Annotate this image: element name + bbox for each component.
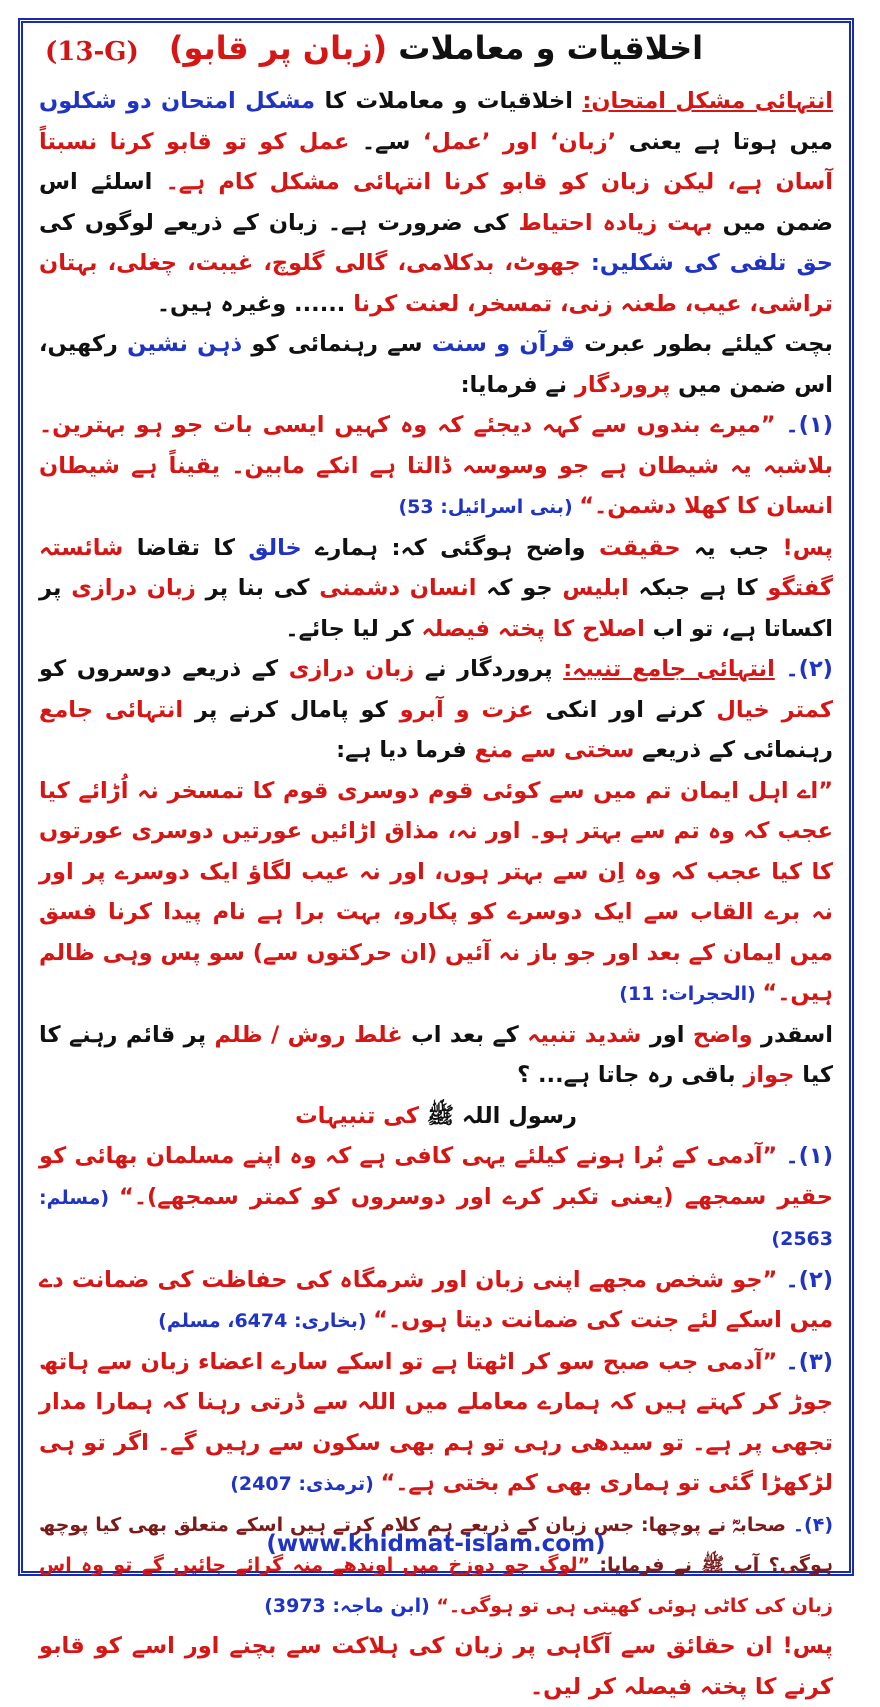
text-run: زبان درازی [288, 656, 415, 682]
text-run: انتہائی جامع [39, 696, 184, 723]
text-run: سختی سے منع [474, 737, 635, 763]
article-body [39, 81, 833, 1707]
text-run: پر قائم رہنے کا کیا [39, 1021, 833, 1088]
text-run: سے۔ [349, 128, 423, 155]
text-run: (بنی اسرائیل: 53) [398, 496, 580, 518]
hadith-reference: (ابن ماجہ: 3973) [264, 1594, 437, 1617]
page-code: (13-G) [45, 37, 139, 67]
text-run: رہنمائی کے ذریعے [634, 737, 833, 763]
hadith-heading-main: رسول اللہ ﷺ [426, 1102, 577, 1129]
page-title [23, 29, 849, 67]
hadith-number: (۱)۔ [777, 1143, 833, 1169]
text-run: شدید تنبیہ [527, 1021, 642, 1048]
text-run: ابلیس [562, 575, 629, 601]
text-run: ”اے اہل ایمان تم میں سے کوئی قوم دوسری قوم کا تمسخر نہ اُڑائے کیا عجب کہ وہ تم سے بہتر ہو۔ اور نہ، مذاق اڑائیں عورتیں دوسری عورتوں کا کیا عجب کہ وہ اِن سے بہتر ہوں، اور نہ عیب لگاؤ ایک دوسرے پر اور نہ برے القاب سے ایک دوسرے کو پکارو، بہت برا ہے نام پیدا کرنا فسق میں ایمان کے بعد اور جو باز نہ آئیں (ان حرکتوں سے) سو پس وہی ظالم ہیں۔“ [39, 777, 833, 1006]
text-run: بچت کیلئے بطور عبرت [575, 331, 833, 357]
text-run: زبان درازی [71, 575, 196, 601]
text-run: واضح ہوگئی کہ: ہمارے [301, 534, 599, 561]
text-run: کرنے اور انکی [533, 696, 717, 723]
hadith-number: (۳)۔ [777, 1348, 833, 1375]
text-run: فرما دیا ہے: [336, 737, 475, 763]
text-run: کے ذریعے دوسروں کو [39, 656, 289, 682]
section-guidance [39, 324, 833, 405]
hadith-question: صحابہؓ نے پوچھا: جس زبان کے ذریعے ہم کلام کرتے ہیں اسکے متعلق بھی کیا پوچھ ہوگی؟ آپ ﷺ نے فرمایا: [39, 1513, 833, 1576]
text-run: اصلاح کا پختہ فیصلہ [421, 615, 645, 642]
text-run: شائستہ گفتگو [39, 534, 833, 601]
hadith-3 [39, 1342, 833, 1505]
text-run: اخلاقیات و معاملات کا [315, 88, 583, 114]
text-run: جب یہ [680, 534, 770, 561]
hadith-reference: (بخاری: 6474، مسلم) [158, 1310, 374, 1332]
page-frame [18, 18, 854, 1700]
text-run: اور [641, 1021, 693, 1048]
hadith-number: (۴)۔ [786, 1513, 833, 1536]
hadith-text: ”لوگ جو دوزخ میں اوندھے منہ گرائے جائیں گے تو وہ اس زبان کی کاٹی ہوئی کھیتی ہی تو ہوگی۔“ [39, 1554, 833, 1617]
text-run: رکھیں، اس ضمن میں [39, 331, 833, 398]
closing-text: پس! ان حقائق سے آگاہی پر زبان کی ہلاکت سے بچنے اور اسے کو قابو کرنے کا پختہ فیصلہ کر لیں۔ [39, 1633, 833, 1700]
text-run: سے رہنمائی کو [242, 331, 432, 357]
text-run: اسلئے اس ضمن میں [39, 169, 833, 236]
text-run: انتہائی جامع تنبیہ: [563, 656, 775, 682]
text-run: میں ہوتا ہے یعنی [616, 128, 833, 155]
verse-2-text [39, 771, 833, 1015]
hadith-4 [39, 1505, 833, 1627]
text-run: زبان کے ذریعے لوگوں کی [39, 209, 318, 236]
verse-2-intro [39, 649, 833, 771]
text-run: کا تقاضا [123, 534, 249, 561]
text-run: انتہائی مشکل امتحان: [582, 88, 833, 114]
text-run: جو کہ [476, 575, 563, 601]
text-run: جھوٹ، بدکلامی، گالی گلوچ، غیبت، چغلی، بہتان تراشی، عیب، طعنہ زنی، تمسخر، لعنت کرنا [39, 250, 833, 317]
section-intro [39, 81, 833, 324]
text-run: نے فرمایا: [460, 371, 575, 398]
hadith-2 [39, 1260, 833, 1342]
text-run: کر لیا جائے۔ [285, 615, 422, 642]
closing-line [39, 1626, 833, 1707]
text-run: کے بعد اب [402, 1021, 528, 1048]
hadith-heading [39, 1096, 833, 1137]
text-run: کی بنا پر [195, 575, 320, 601]
text-run: قرآن و سنت [431, 331, 576, 357]
text-run: پروردگار نے [414, 656, 564, 682]
text-run: اسقدر [752, 1021, 833, 1048]
text-run: بہت زیادہ احتیاط [518, 209, 713, 236]
text-run: ...... وغیرہ ہیں۔ [156, 290, 354, 317]
text-run: واضح [692, 1021, 753, 1048]
text-run: کو پامال کرنے پر [183, 696, 400, 723]
title-sub: (زبان پر قابو) [168, 29, 388, 67]
hadith-reference: (ترمذی: 2407) [230, 1473, 381, 1495]
section-conclusion-2 [39, 1015, 833, 1096]
text-run: (۲)۔ [774, 656, 833, 682]
hadith-text: ”آدمی جب صبح سو کر اٹھتا ہے تو اسکے سارے اعضاء زبان سے ہاتھ جوڑ کر کہتے ہیں کہ ہمارے معاملے میں اللہ سے ڈرتی رہنا کہ ہمارا مدار تجھی پر ہے۔ تو سیدھی رہی تو ہم بھی سکون سے رہیں گے۔ اگر تو ہی لڑکھڑا گئی تو ہماری بھی کم بختی ہے۔“ [39, 1348, 833, 1496]
text-run: خالق [248, 534, 302, 561]
text-run: مشکل امتحان دو شکلوں [39, 88, 316, 114]
text-run: عمل کو تو قابو کرنا نسبتاً آسان ہے، لیکن زبان کو قابو کرنا انتہائی مشکل کام ہے۔ [39, 128, 834, 195]
text-run: پر اکساتا ہے، تو اب [39, 575, 833, 642]
text-run: حقیقت [598, 534, 681, 561]
text-run: جواز [743, 1062, 795, 1088]
text-run: ’زبان‘ اور ’عمل‘ [422, 128, 617, 155]
text-run: انسان دشمنی [319, 575, 477, 601]
hadith-number: (۲)۔ [777, 1266, 833, 1293]
text-run: کا ہے جبکہ [628, 575, 768, 601]
title-main: اخلاقیات و معاملات [398, 29, 704, 67]
text-run: ذہن نشین [127, 331, 243, 357]
hadith-1 [39, 1136, 833, 1260]
text-run: (الحجرات: 11) [619, 983, 763, 1005]
text-run: ”میرے بندوں سے کہہ دیجئے کہ وہ کہیں ایسی بات جو ہو بہترین۔ بلاشبہ یہ شیطان ہے جو وسوسہ ڈالتا ہے انکے مابین۔ یقیناً ہے شیطان انسان کا کھلا دشمن۔“ [39, 412, 833, 519]
text-run: پروردگار [574, 371, 671, 398]
hadith-heading-sub: کی تنبیہات [295, 1102, 419, 1129]
text-run: کی ضرورت ہے۔ [317, 209, 519, 236]
text-run: (۱)۔ [775, 412, 833, 438]
text-run: حق تلفی کی شکلیں: [590, 250, 833, 276]
verse-1 [39, 405, 833, 528]
section-conclusion-1 [39, 528, 833, 650]
text-run: غلط روش / ظلم [214, 1021, 403, 1048]
hadith-text: ”جو شخص مجھے اپنی زبان اور شرمگاہ کی حفاظت کی ضمانت دے میں اسکے لئے جنت کی ضمانت دیتا ہوں۔“ [39, 1266, 833, 1333]
text-run: عزت و آبرو [399, 696, 534, 723]
website-link[interactable]: (www.khidmat-islam.com) [266, 1531, 606, 1557]
hadith-text: ”آدمی کے بُرا ہونے کیلئے یہی کافی ہے کہ وہ اپنے مسلمان بھائی کو حقیر سمجھے (یعنی تکبر کرے اور دوسروں کو کمتر سمجھے)۔“ [39, 1143, 834, 1210]
text-run: پس! [769, 534, 833, 561]
hadith-reference: (مسلم: 2563) [39, 1186, 833, 1250]
text-run: کمتر خیال [716, 696, 833, 723]
text-run: باقی رہ جاتا ہے... ؟ [517, 1062, 744, 1088]
